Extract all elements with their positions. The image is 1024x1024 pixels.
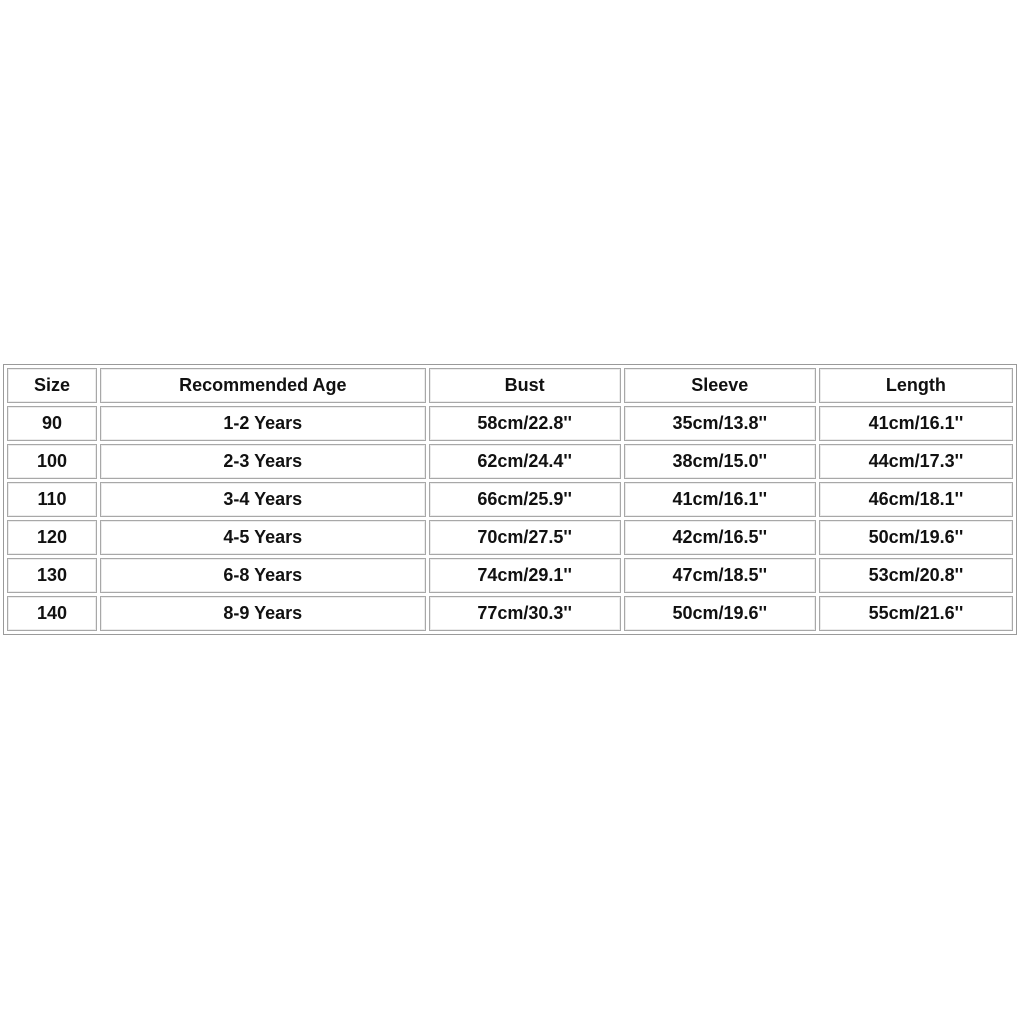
cell-length: 46cm/18.1'' — [819, 482, 1013, 517]
cell-bust: 70cm/27.5'' — [429, 520, 621, 555]
cell-recommended-age: 8-9 Years — [100, 596, 426, 631]
table-row — [7, 444, 1013, 479]
cell-bust: 66cm/25.9'' — [429, 482, 621, 517]
cell-sleeve: 38cm/15.0'' — [624, 444, 816, 479]
cell-length: 53cm/20.8'' — [819, 558, 1013, 593]
header-recommended-age: Recommended Age — [100, 368, 426, 403]
cell-length: 55cm/21.6'' — [819, 596, 1013, 631]
cell-sleeve: 42cm/16.5'' — [624, 520, 816, 555]
table-row — [7, 482, 1013, 517]
cell-sleeve: 47cm/18.5'' — [624, 558, 816, 593]
cell-size: 130 — [7, 558, 97, 593]
cell-length: 41cm/16.1'' — [819, 406, 1013, 441]
cell-length: 50cm/19.6'' — [819, 520, 1013, 555]
cell-length: 44cm/17.3'' — [819, 444, 1013, 479]
cell-size: 120 — [7, 520, 97, 555]
cell-sleeve: 41cm/16.1'' — [624, 482, 816, 517]
header-length: Length — [819, 368, 1013, 403]
header-bust: Bust — [429, 368, 621, 403]
cell-size: 110 — [7, 482, 97, 517]
table-row — [7, 520, 1013, 555]
table-header-row — [7, 368, 1013, 403]
cell-size: 140 — [7, 596, 97, 631]
cell-bust: 62cm/24.4'' — [429, 444, 621, 479]
cell-recommended-age: 1-2 Years — [100, 406, 426, 441]
cell-recommended-age: 6-8 Years — [100, 558, 426, 593]
table-row — [7, 558, 1013, 593]
cell-bust: 77cm/30.3'' — [429, 596, 621, 631]
header-sleeve: Sleeve — [624, 368, 816, 403]
cell-recommended-age: 2-3 Years — [100, 444, 426, 479]
cell-bust: 74cm/29.1'' — [429, 558, 621, 593]
cell-bust: 58cm/22.8'' — [429, 406, 621, 441]
cell-recommended-age: 4-5 Years — [100, 520, 426, 555]
table-row — [7, 406, 1013, 441]
cell-recommended-age: 3-4 Years — [100, 482, 426, 517]
table-row — [7, 596, 1013, 631]
cell-size: 90 — [7, 406, 97, 441]
header-size: Size — [7, 368, 97, 403]
cell-size: 100 — [7, 444, 97, 479]
cell-sleeve: 50cm/19.6'' — [624, 596, 816, 631]
size-chart-table — [3, 364, 1017, 635]
cell-sleeve: 35cm/13.8'' — [624, 406, 816, 441]
